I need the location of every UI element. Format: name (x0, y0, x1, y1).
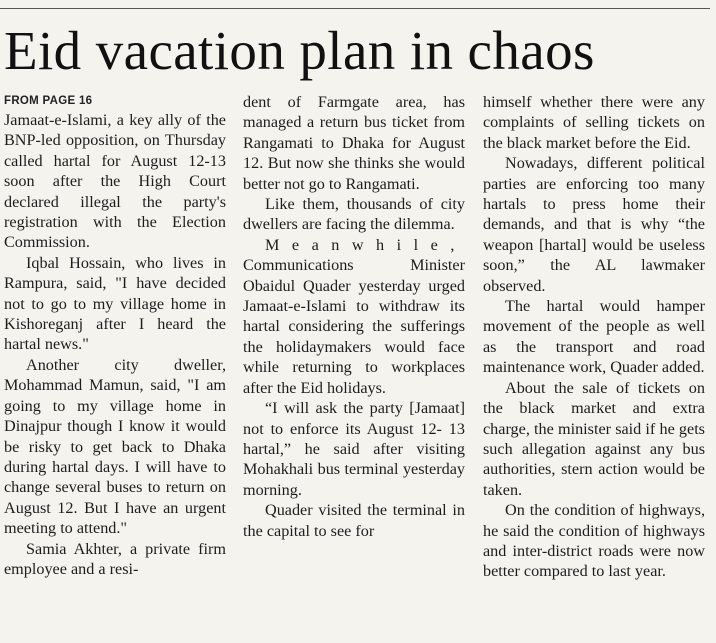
paragraph: dent of Farmgate area, has managed a return bus ticket from Rangamati to Dhaka for August 12. But now she thinks she would better not go to Rangamati. (243, 93, 465, 193)
paragraph (243, 235, 465, 398)
article-column-1 (4, 92, 226, 579)
headline: Eid vacation plan in chaos (4, 20, 595, 81)
paragraph: Another city dweller, Mohammad Mamun, said, "I am going to my village home in Dinajpur though I know it would be risky to get back to Dhaka during hartal days. I will have to change several buses to return on August 12. But I have an urgent meeting to attend." (4, 355, 226, 538)
paragraph: Samia Akhter, a private firm employee and a resi- (4, 539, 226, 578)
paragraph: Jamaat-e-Islami, a key ally of the BNP-led opposition, on Thursday called hartal for August 12-13 soon after the High Court declared illegal the party's registration with the Election Commission. (4, 111, 226, 252)
paragraph: “I will ask the party [Jamaat] not to enforce its August 12- 13 hartal,” he said after visiting Mohakhali bus terminal yesterday morning. (243, 399, 465, 499)
paragraph: himself whether there were any complaints of selling tickets on the black market before the Eid. (483, 93, 705, 152)
top-divider-rule (0, 8, 710, 9)
paragraph-text: Communications Minister Obaidul Quader yesterday urged Jamaat-e-Islami to withdraw its hartal considering the sufferings the holidaymakers would face while returning to workplaces after the Eid holidays. (243, 256, 465, 397)
article-column-2 (243, 92, 465, 541)
continued-from-label: FROM PAGE 16 (4, 95, 93, 107)
paragraph: Nowadays, different political parties are enforcing too many hartals to press home their demands, and that is why “the weapon [hartal] would be useless soon,” the AL lawmaker observed. (483, 154, 705, 295)
meanwhile-word: Meanwhile, (265, 235, 467, 254)
paragraph: The hartal would hamper movement of the people as well as the transport and road maintenance work, Quader added. (483, 297, 705, 377)
paragraph: Like them, thousands of city dwellers are facing the dilemma. (243, 195, 465, 234)
article-column-3 (483, 92, 705, 582)
paragraph: On the condition of highways, he said the condition of highways and inter-district roads were now better compared to last year. (483, 501, 705, 581)
paragraph: Quader visited the terminal in the capital to see for (243, 501, 465, 540)
paragraph: About the sale of tickets on the black market and extra charge, the minister said if he gets such allegation against any bus authorities, stern action would be taken. (483, 378, 705, 499)
paragraph: Iqbal Hossain, who lives in Rampura, said, "I have decided not to go to my village home in Kishoreganj after I heard the hartal news." (4, 253, 226, 354)
